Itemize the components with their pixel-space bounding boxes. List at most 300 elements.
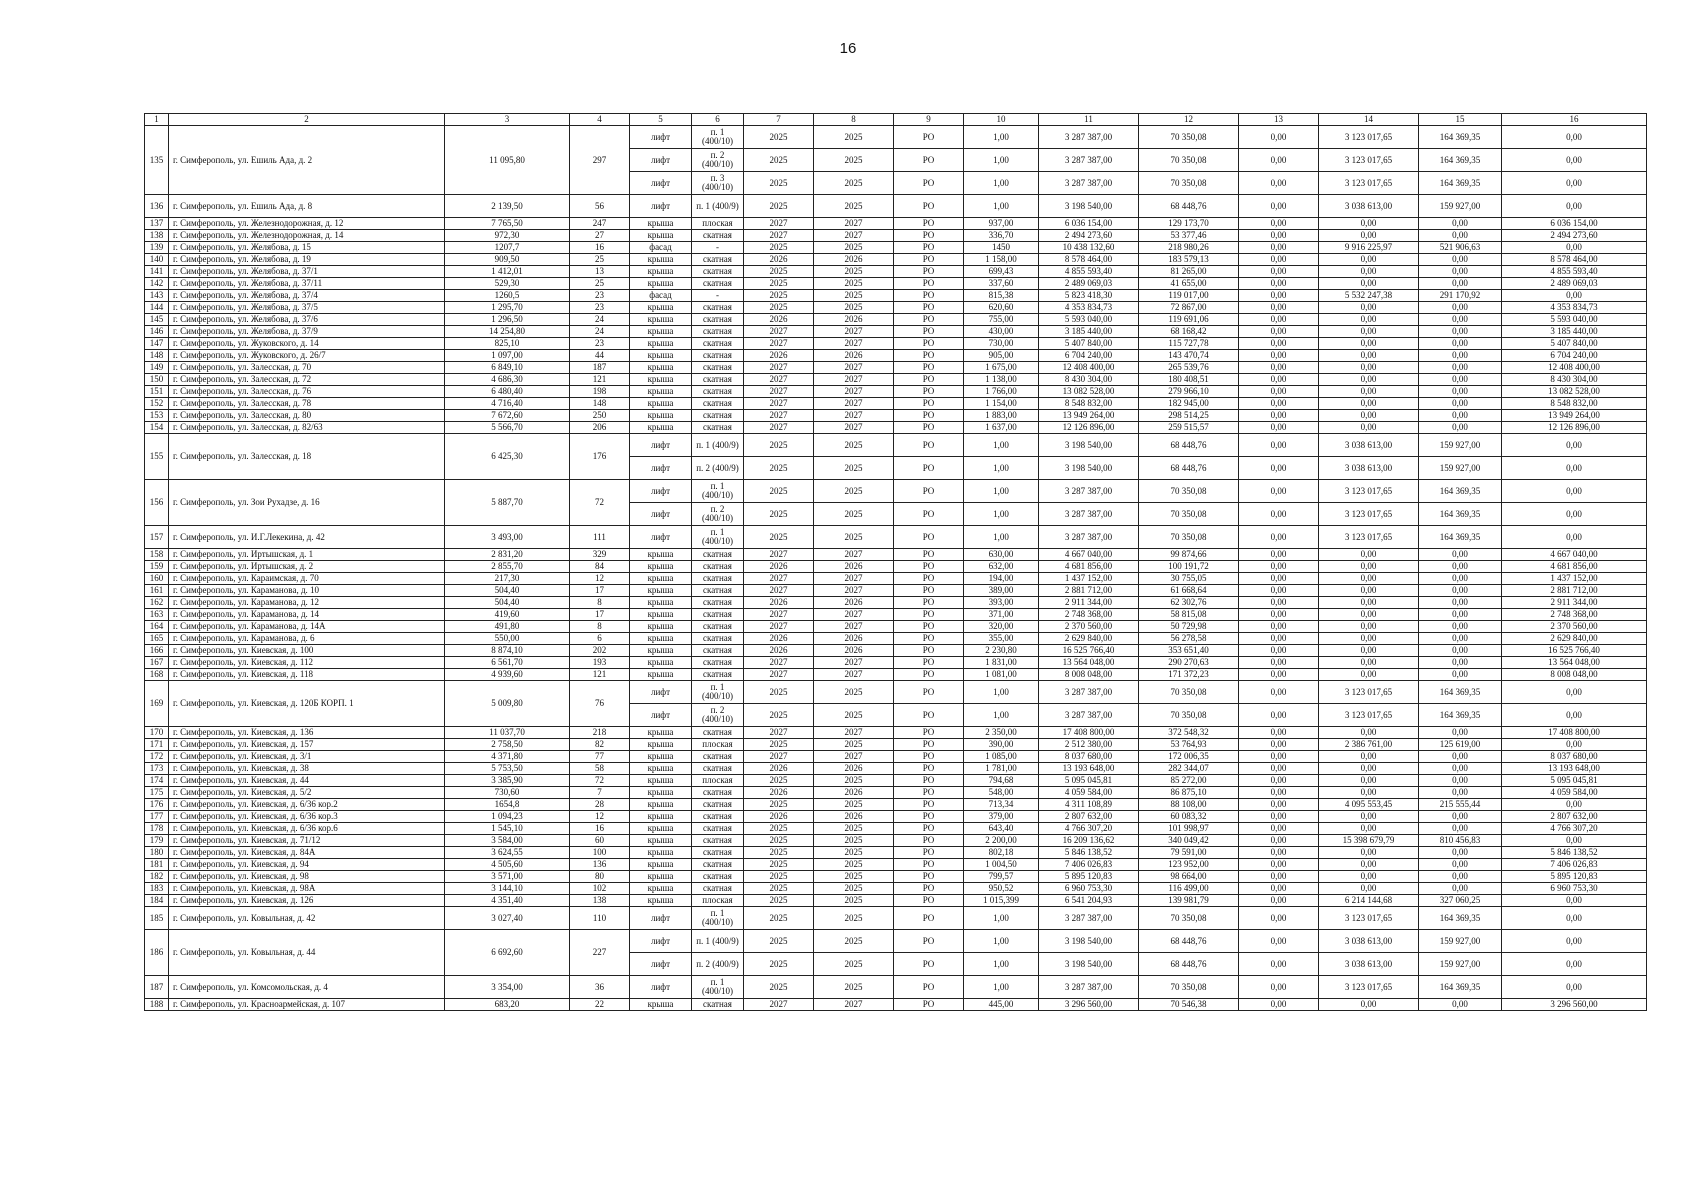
plan-year-end: 2027 xyxy=(814,362,894,374)
design-cost: 290 270,63 xyxy=(1139,657,1239,669)
element-type: крыша xyxy=(630,787,692,799)
residents-count: 36 xyxy=(570,976,630,999)
address: г. Симферополь, ул. Залесская, д. 80 xyxy=(169,410,445,422)
element-detail: скатная xyxy=(692,549,744,561)
fund-2: 3 123 017,65 xyxy=(1319,480,1419,503)
residents-count: 23 xyxy=(570,338,630,350)
element-detail: п. 2 (400/10) xyxy=(692,149,744,172)
fund-1: 0,00 xyxy=(1239,645,1319,657)
building-area: 1 412,01 xyxy=(445,266,570,278)
plan-year-start: 2025 xyxy=(744,953,814,976)
fund-1: 0,00 xyxy=(1239,751,1319,763)
total-cost: 2 489 069,03 xyxy=(1039,278,1139,290)
plan-year-end: 2027 xyxy=(814,573,894,585)
residents-count: 23 xyxy=(570,290,630,302)
fund-3: 0,00 xyxy=(1419,561,1502,573)
fund-4: 3 296 560,00 xyxy=(1502,999,1647,1011)
fund-2: 3 123 017,65 xyxy=(1319,503,1419,526)
volume: 799,57 xyxy=(964,871,1039,883)
volume: 620,60 xyxy=(964,302,1039,314)
fund-1: 0,00 xyxy=(1239,242,1319,254)
building-area: 550,00 xyxy=(445,633,570,645)
table-row xyxy=(145,976,1647,999)
fund-4: 2 370 560,00 xyxy=(1502,621,1647,633)
plan-year-start: 2027 xyxy=(744,386,814,398)
row-number: 139 xyxy=(145,242,169,254)
design-cost: 129 173,70 xyxy=(1139,218,1239,230)
element-type: лифт xyxy=(630,457,692,480)
row-number: 149 xyxy=(145,362,169,374)
address: г. Симферополь, ул. Киевская, д. 38 xyxy=(169,763,445,775)
fund-3: 0,00 xyxy=(1419,362,1502,374)
total-cost: 13 949 264,00 xyxy=(1039,410,1139,422)
design-cost: 58 815,08 xyxy=(1139,609,1239,621)
building-area: 4 371,80 xyxy=(445,751,570,763)
table-row xyxy=(145,278,1647,290)
fund-2: 3 123 017,65 xyxy=(1319,172,1419,195)
design-cost: 116 499,00 xyxy=(1139,883,1239,895)
row-number: 148 xyxy=(145,350,169,362)
design-cost: 172 006,35 xyxy=(1139,751,1239,763)
customer: РО xyxy=(894,242,964,254)
plan-year-end: 2025 xyxy=(814,526,894,549)
building-area: 1207,7 xyxy=(445,242,570,254)
row-number: 145 xyxy=(145,314,169,326)
address: г. Симферополь, ул. Желябова, д. 15 xyxy=(169,242,445,254)
plan-year-start: 2027 xyxy=(744,230,814,242)
design-cost: 180 408,51 xyxy=(1139,374,1239,386)
table-row xyxy=(145,314,1647,326)
address: г. Симферополь, ул. Железнодорожная, д. 12 xyxy=(169,218,445,230)
plan-year-end: 2025 xyxy=(814,847,894,859)
volume: 950,52 xyxy=(964,883,1039,895)
fund-1: 0,00 xyxy=(1239,278,1319,290)
building-area: 6 561,70 xyxy=(445,657,570,669)
plan-year-end: 2025 xyxy=(814,681,894,704)
building-area: 1 295,70 xyxy=(445,302,570,314)
fund-4: 4 766 307,20 xyxy=(1502,823,1647,835)
plan-year-start: 2025 xyxy=(744,681,814,704)
total-cost: 8 430 304,00 xyxy=(1039,374,1139,386)
customer: РО xyxy=(894,386,964,398)
customer: РО xyxy=(894,681,964,704)
building-area: 4 686,30 xyxy=(445,374,570,386)
table-row xyxy=(145,739,1647,751)
customer: РО xyxy=(894,278,964,290)
residents-count: 136 xyxy=(570,859,630,871)
total-cost: 2 370 560,00 xyxy=(1039,621,1139,633)
fund-4: 0,00 xyxy=(1502,835,1647,847)
total-cost: 4 059 584,00 xyxy=(1039,787,1139,799)
customer: РО xyxy=(894,895,964,907)
volume: 2 200,00 xyxy=(964,835,1039,847)
customer: РО xyxy=(894,422,964,434)
fund-1: 0,00 xyxy=(1239,739,1319,751)
fund-4: 2 629 840,00 xyxy=(1502,633,1647,645)
row-number: 187 xyxy=(145,976,169,999)
plan-year-start: 2027 xyxy=(744,338,814,350)
element-type: крыша xyxy=(630,549,692,561)
volume: 1,00 xyxy=(964,195,1039,218)
customer: РО xyxy=(894,549,964,561)
plan-year-start: 2026 xyxy=(744,787,814,799)
residents-count: 25 xyxy=(570,278,630,290)
fund-2: 3 123 017,65 xyxy=(1319,149,1419,172)
customer: РО xyxy=(894,230,964,242)
plan-year-start: 2025 xyxy=(744,480,814,503)
fund-2: 3 123 017,65 xyxy=(1319,976,1419,999)
column-header-9: 9 xyxy=(894,114,964,126)
customer: РО xyxy=(894,480,964,503)
fund-4: 0,00 xyxy=(1502,976,1647,999)
fund-4: 0,00 xyxy=(1502,907,1647,930)
plan-year-end: 2025 xyxy=(814,266,894,278)
plan-year-end: 2025 xyxy=(814,457,894,480)
plan-year-end: 2025 xyxy=(814,739,894,751)
plan-year-start: 2025 xyxy=(744,895,814,907)
fund-3: 0,00 xyxy=(1419,338,1502,350)
total-cost: 3 185 440,00 xyxy=(1039,326,1139,338)
building-area: 504,40 xyxy=(445,597,570,609)
fund-1: 0,00 xyxy=(1239,561,1319,573)
design-cost: 70 350,08 xyxy=(1139,976,1239,999)
design-cost: 70 350,08 xyxy=(1139,480,1239,503)
row-number: 168 xyxy=(145,669,169,681)
fund-1: 0,00 xyxy=(1239,976,1319,999)
total-cost: 5 895 120,83 xyxy=(1039,871,1139,883)
table-row xyxy=(145,398,1647,410)
plan-year-start: 2027 xyxy=(744,326,814,338)
element-detail: скатная xyxy=(692,374,744,386)
element-detail: скатная xyxy=(692,847,744,859)
residents-count: 12 xyxy=(570,573,630,585)
element-detail: скатная xyxy=(692,727,744,739)
total-cost: 5 846 138,52 xyxy=(1039,847,1139,859)
total-cost: 7 406 026,83 xyxy=(1039,859,1139,871)
customer: РО xyxy=(894,657,964,669)
total-cost: 3 287 387,00 xyxy=(1039,681,1139,704)
element-detail: - xyxy=(692,290,744,302)
address: г. Симферополь, ул. Ковыльная, д. 42 xyxy=(169,907,445,930)
customer: РО xyxy=(894,585,964,597)
address: г. Симферополь, ул. Залесская, д. 70 xyxy=(169,362,445,374)
element-type: лифт xyxy=(630,480,692,503)
fund-1: 0,00 xyxy=(1239,597,1319,609)
plan-year-start: 2025 xyxy=(744,976,814,999)
residents-count: 60 xyxy=(570,835,630,847)
element-type: лифт xyxy=(630,526,692,549)
design-cost: 143 470,74 xyxy=(1139,350,1239,362)
total-cost: 12 408 400,00 xyxy=(1039,362,1139,374)
plan-year-start: 2025 xyxy=(744,434,814,457)
fund-3: 164 369,35 xyxy=(1419,126,1502,149)
design-cost: 30 755,05 xyxy=(1139,573,1239,585)
fund-4: 13 949 264,00 xyxy=(1502,410,1647,422)
column-header-15: 15 xyxy=(1419,114,1502,126)
design-cost: 70 350,08 xyxy=(1139,126,1239,149)
plan-year-end: 2025 xyxy=(814,126,894,149)
plan-year-end: 2026 xyxy=(814,254,894,266)
customer: РО xyxy=(894,573,964,585)
fund-1: 0,00 xyxy=(1239,503,1319,526)
design-cost: 68 448,76 xyxy=(1139,953,1239,976)
building-area: 5 753,50 xyxy=(445,763,570,775)
design-cost: 56 278,58 xyxy=(1139,633,1239,645)
design-cost: 282 344,07 xyxy=(1139,763,1239,775)
fund-3: 0,00 xyxy=(1419,847,1502,859)
fund-4: 4 667 040,00 xyxy=(1502,549,1647,561)
address: г. Симферополь, ул. И.Г.Лекекина, д. 42 xyxy=(169,526,445,549)
element-type: крыша xyxy=(630,847,692,859)
plan-year-end: 2027 xyxy=(814,338,894,350)
table-row xyxy=(145,126,1647,149)
design-cost: 61 668,64 xyxy=(1139,585,1239,597)
fund-1: 0,00 xyxy=(1239,398,1319,410)
element-type: крыша xyxy=(630,410,692,422)
plan-year-end: 2027 xyxy=(814,585,894,597)
address: г. Симферополь, ул. Киевская, д. 118 xyxy=(169,669,445,681)
row-number: 137 xyxy=(145,218,169,230)
fund-2: 0,00 xyxy=(1319,374,1419,386)
fund-1: 0,00 xyxy=(1239,787,1319,799)
plan-year-start: 2025 xyxy=(744,126,814,149)
customer: РО xyxy=(894,835,964,847)
plan-year-start: 2025 xyxy=(744,871,814,883)
fund-2: 0,00 xyxy=(1319,751,1419,763)
fund-4: 3 185 440,00 xyxy=(1502,326,1647,338)
row-number: 167 xyxy=(145,657,169,669)
plan-year-start: 2025 xyxy=(744,799,814,811)
fund-1: 0,00 xyxy=(1239,218,1319,230)
element-detail: скатная xyxy=(692,751,744,763)
table-row xyxy=(145,999,1647,1011)
residents-count: 16 xyxy=(570,242,630,254)
table-row xyxy=(145,727,1647,739)
total-cost: 3 287 387,00 xyxy=(1039,126,1139,149)
fund-3: 0,00 xyxy=(1419,386,1502,398)
fund-1: 0,00 xyxy=(1239,526,1319,549)
table-row xyxy=(145,859,1647,871)
design-cost: 259 515,57 xyxy=(1139,422,1239,434)
customer: РО xyxy=(894,526,964,549)
address: г. Симферополь, ул. Киевская, д. 5/2 xyxy=(169,787,445,799)
fund-3: 164 369,35 xyxy=(1419,907,1502,930)
residents-count: 8 xyxy=(570,597,630,609)
plan-year-end: 2026 xyxy=(814,763,894,775)
element-detail: скатная xyxy=(692,266,744,278)
address: г. Симферополь, ул. Залесская, д. 72 xyxy=(169,374,445,386)
fund-4: 4 353 834,73 xyxy=(1502,302,1647,314)
design-cost: 98 664,00 xyxy=(1139,871,1239,883)
total-cost: 3 287 387,00 xyxy=(1039,526,1139,549)
address: г. Симферополь, ул. Карамановa, д. 14 xyxy=(169,609,445,621)
plan-year-start: 2027 xyxy=(744,549,814,561)
design-cost: 68 168,42 xyxy=(1139,326,1239,338)
address: г. Симферополь, ул. Комсомольская, д. 4 xyxy=(169,976,445,999)
plan-year-end: 2026 xyxy=(814,645,894,657)
fund-2: 5 532 247,38 xyxy=(1319,290,1419,302)
total-cost: 3 198 540,00 xyxy=(1039,953,1139,976)
column-header-14: 14 xyxy=(1319,114,1419,126)
fund-1: 0,00 xyxy=(1239,350,1319,362)
fund-3: 0,00 xyxy=(1419,883,1502,895)
table-row xyxy=(145,374,1647,386)
fund-2: 3 123 017,65 xyxy=(1319,526,1419,549)
residents-count: 72 xyxy=(570,775,630,787)
plan-year-end: 2025 xyxy=(814,871,894,883)
fund-2: 0,00 xyxy=(1319,338,1419,350)
fund-3: 0,00 xyxy=(1419,278,1502,290)
plan-year-end: 2026 xyxy=(814,597,894,609)
plan-year-end: 2025 xyxy=(814,835,894,847)
address: г. Симферополь, ул. Киевская, д. 98А xyxy=(169,883,445,895)
fund-2: 0,00 xyxy=(1319,859,1419,871)
design-cost: 265 539,76 xyxy=(1139,362,1239,374)
fund-1: 0,00 xyxy=(1239,823,1319,835)
fund-3: 159 927,00 xyxy=(1419,953,1502,976)
residents-count: 202 xyxy=(570,645,630,657)
address: г. Симферополь, ул. Киевская, д. 157 xyxy=(169,739,445,751)
design-cost: 218 980,26 xyxy=(1139,242,1239,254)
customer: РО xyxy=(894,434,964,457)
plan-year-end: 2027 xyxy=(814,398,894,410)
volume: 337,60 xyxy=(964,278,1039,290)
volume: 937,00 xyxy=(964,218,1039,230)
fund-4: 8 430 304,00 xyxy=(1502,374,1647,386)
address: г. Симферополь, ул. Киевская, д. 120Б КОРП. 1 xyxy=(169,681,445,727)
volume: 1,00 xyxy=(964,503,1039,526)
fund-4: 6 036 154,00 xyxy=(1502,218,1647,230)
table-row xyxy=(145,883,1647,895)
plan-year-end: 2026 xyxy=(814,314,894,326)
customer: РО xyxy=(894,410,964,422)
element-detail: скатная xyxy=(692,645,744,657)
fund-1: 0,00 xyxy=(1239,149,1319,172)
fund-1: 0,00 xyxy=(1239,609,1319,621)
fund-4: 2 748 368,00 xyxy=(1502,609,1647,621)
fund-3: 0,00 xyxy=(1419,645,1502,657)
residents-count: 297 xyxy=(570,126,630,195)
fund-3: 159 927,00 xyxy=(1419,457,1502,480)
customer: РО xyxy=(894,302,964,314)
design-cost: 182 945,00 xyxy=(1139,398,1239,410)
residents-count: 206 xyxy=(570,422,630,434)
fund-1: 0,00 xyxy=(1239,457,1319,480)
total-cost: 2 494 273,60 xyxy=(1039,230,1139,242)
volume: 194,00 xyxy=(964,573,1039,585)
building-area: 683,20 xyxy=(445,999,570,1011)
fund-2: 6 214 144,68 xyxy=(1319,895,1419,907)
total-cost: 3 287 387,00 xyxy=(1039,172,1139,195)
fund-3: 159 927,00 xyxy=(1419,195,1502,218)
plan-year-end: 2025 xyxy=(814,976,894,999)
table-row xyxy=(145,787,1647,799)
fund-3: 291 170,92 xyxy=(1419,290,1502,302)
customer: РО xyxy=(894,597,964,609)
plan-year-start: 2026 xyxy=(744,254,814,266)
row-number: 180 xyxy=(145,847,169,859)
fund-3: 164 369,35 xyxy=(1419,480,1502,503)
fund-2: 0,00 xyxy=(1319,350,1419,362)
fund-4: 2 911 344,00 xyxy=(1502,597,1647,609)
design-cost: 99 874,66 xyxy=(1139,549,1239,561)
fund-4: 2 881 712,00 xyxy=(1502,585,1647,597)
fund-1: 0,00 xyxy=(1239,314,1319,326)
fund-2: 3 038 613,00 xyxy=(1319,930,1419,953)
fund-1: 0,00 xyxy=(1239,775,1319,787)
total-cost: 4 855 593,40 xyxy=(1039,266,1139,278)
fund-1: 0,00 xyxy=(1239,374,1319,386)
element-detail: - xyxy=(692,242,744,254)
column-header-16: 16 xyxy=(1502,114,1647,126)
element-type: фасад xyxy=(630,290,692,302)
building-area: 3 493,00 xyxy=(445,526,570,549)
design-cost: 70 350,08 xyxy=(1139,907,1239,930)
design-cost: 60 083,32 xyxy=(1139,811,1239,823)
plan-year-end: 2025 xyxy=(814,278,894,290)
fund-1: 0,00 xyxy=(1239,727,1319,739)
fund-4: 0,00 xyxy=(1502,930,1647,953)
plan-year-end: 2027 xyxy=(814,230,894,242)
total-cost: 4 353 834,73 xyxy=(1039,302,1139,314)
volume: 1 831,00 xyxy=(964,657,1039,669)
building-area: 3 027,40 xyxy=(445,907,570,930)
building-area: 1260,5 xyxy=(445,290,570,302)
element-type: крыша xyxy=(630,621,692,633)
building-area: 825,10 xyxy=(445,338,570,350)
fund-3: 164 369,35 xyxy=(1419,172,1502,195)
customer: РО xyxy=(894,976,964,999)
building-area: 6 425,30 xyxy=(445,434,570,480)
residents-count: 24 xyxy=(570,326,630,338)
element-type: крыша xyxy=(630,645,692,657)
volume: 393,00 xyxy=(964,597,1039,609)
residents-count: 218 xyxy=(570,727,630,739)
row-number: 165 xyxy=(145,633,169,645)
fund-3: 0,00 xyxy=(1419,326,1502,338)
design-cost: 85 272,00 xyxy=(1139,775,1239,787)
row-number: 184 xyxy=(145,895,169,907)
element-type: крыша xyxy=(630,302,692,314)
residents-count: 44 xyxy=(570,350,630,362)
design-cost: 70 350,08 xyxy=(1139,526,1239,549)
design-cost: 183 579,13 xyxy=(1139,254,1239,266)
design-cost: 70 350,08 xyxy=(1139,503,1239,526)
element-type: лифт xyxy=(630,503,692,526)
fund-3: 0,00 xyxy=(1419,859,1502,871)
fund-4: 5 593 040,00 xyxy=(1502,314,1647,326)
element-detail: скатная xyxy=(692,871,744,883)
total-cost: 8 037 680,00 xyxy=(1039,751,1139,763)
address: г. Симферополь, ул. Карамановa, д. 14А xyxy=(169,621,445,633)
building-area: 1 296,50 xyxy=(445,314,570,326)
design-cost: 372 548,32 xyxy=(1139,727,1239,739)
fund-1: 0,00 xyxy=(1239,549,1319,561)
volume: 371,00 xyxy=(964,609,1039,621)
residents-count: 102 xyxy=(570,883,630,895)
fund-4: 0,00 xyxy=(1502,195,1647,218)
table-row xyxy=(145,362,1647,374)
fund-3: 0,00 xyxy=(1419,585,1502,597)
element-detail: п. 2 (400/10) xyxy=(692,704,744,727)
volume: 905,00 xyxy=(964,350,1039,362)
address: г. Симферополь, ул. Жуковского, д. 14 xyxy=(169,338,445,350)
row-number: 170 xyxy=(145,727,169,739)
total-cost: 2 512 380,00 xyxy=(1039,739,1139,751)
fund-3: 0,00 xyxy=(1419,302,1502,314)
fund-2: 0,00 xyxy=(1319,727,1419,739)
row-number: 161 xyxy=(145,585,169,597)
